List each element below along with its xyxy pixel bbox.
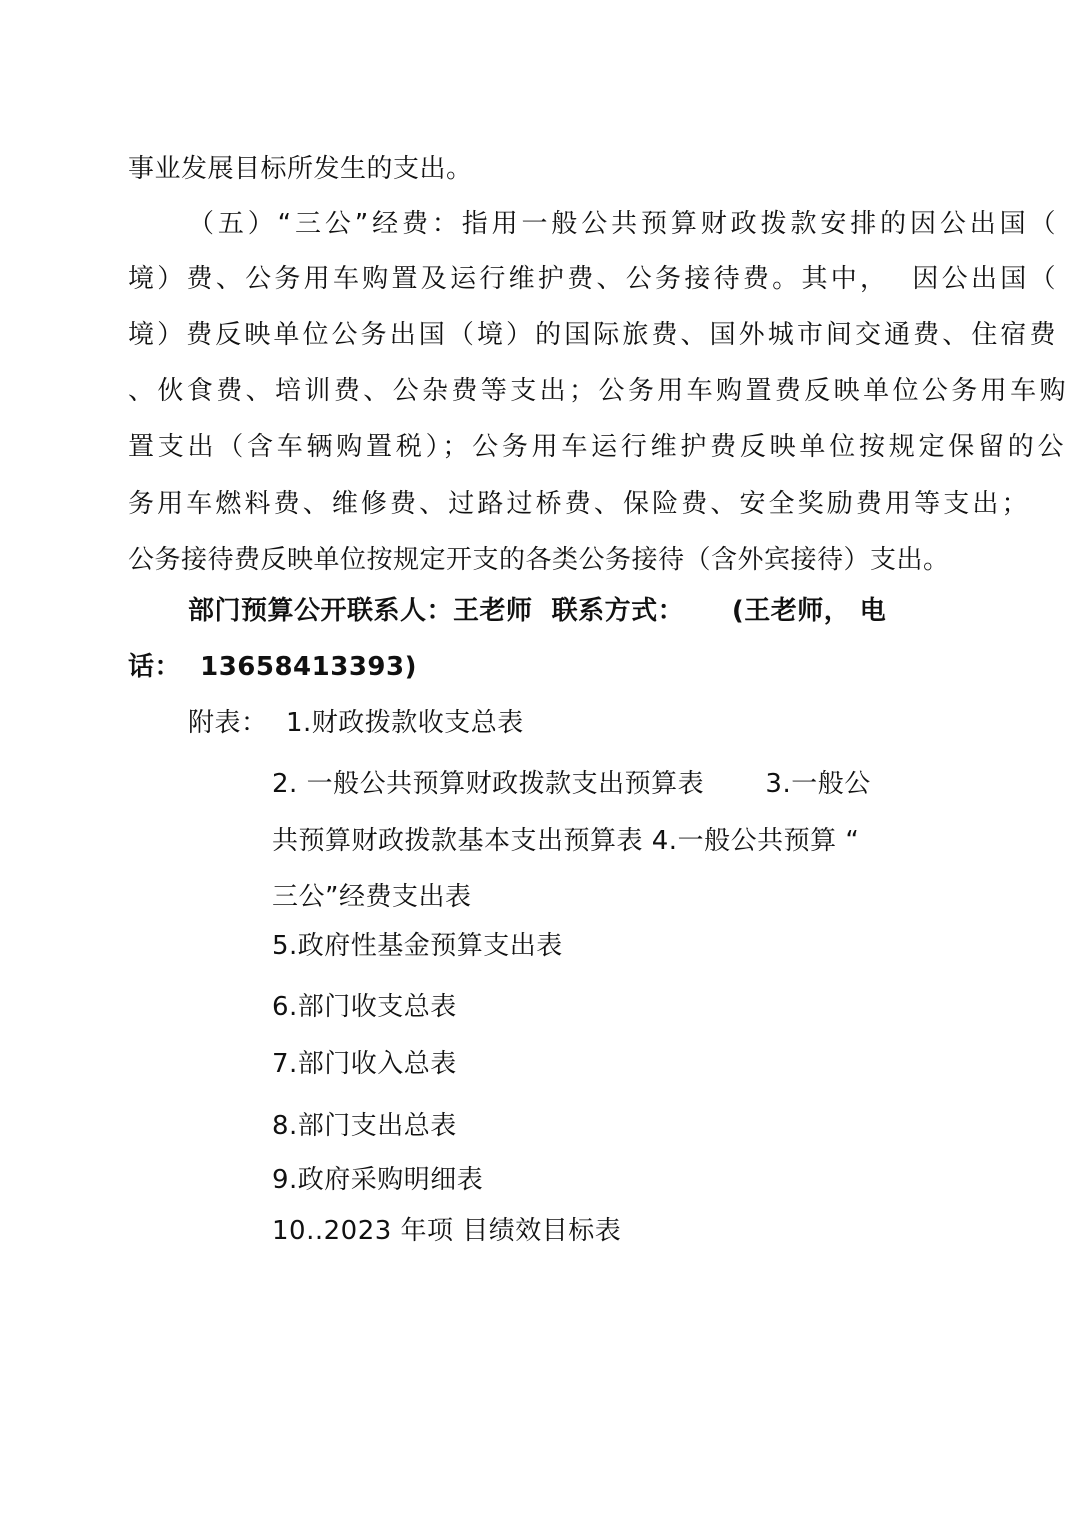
paragraph-line: 、伙食费、培训费、公杂费等支出；公务用车购置费反映单位公务用车购 [128,376,1066,406]
paragraph-line: 境）费反映单位公务出国（境）的国际旅费、国外城市间交通费、住宿费 [128,320,1056,350]
paragraph-line: （五）“三公”经费：指用一般公共预算财政拨款安排的因公出国（ [188,209,1056,239]
attachment-item: 1.财政拨款收支总表 [286,708,524,738]
contact-phone-line: 话： 13658413393) [128,652,417,682]
attachment-item: 8.部门支出总表 [272,1111,457,1141]
intro-tail-text: 事业发展目标所发生的支出。 [128,154,473,184]
paragraph-line: 务用车燃料费、维修费、过路过桥费、保险费、安全奖励费用等支出； [128,489,1028,519]
attachment-item: 共预算财政拨款基本支出预算表 4.一般公共预算 “ [272,826,860,856]
paragraph-line: 置支出（含车辆购置税）；公务用车运行维护费反映单位按规定保留的公 [128,432,1064,462]
attachment-item: 三公”经费支出表 [272,882,472,912]
paragraph-line: 公务接待费反映单位按规定开支的各类公务接待（含外宾接待）支出。 [128,545,950,575]
attachment-item: 7.部门收入总表 [272,1049,457,1079]
attachment-item: 10..2023 年项 目绩效目标表 [272,1216,622,1246]
attachment-item: 2. 一般公共预算财政拨款支出预算表 3.一般公 [272,769,871,799]
contact-line: 部门预算公开联系人：王老师 联系方式： (王老师， 电 [188,596,887,626]
attachment-item: 9.政府采购明细表 [272,1165,484,1195]
attachment-item: 5.政府性基金预算支出表 [272,931,563,961]
paragraph-line: 境）费、公务用车购置及运行维护费、公务接待费。其中， 因公出国（ [128,264,1056,294]
attachment-item: 6.部门收支总表 [272,992,457,1022]
attachments-label: 附表： [188,708,268,738]
